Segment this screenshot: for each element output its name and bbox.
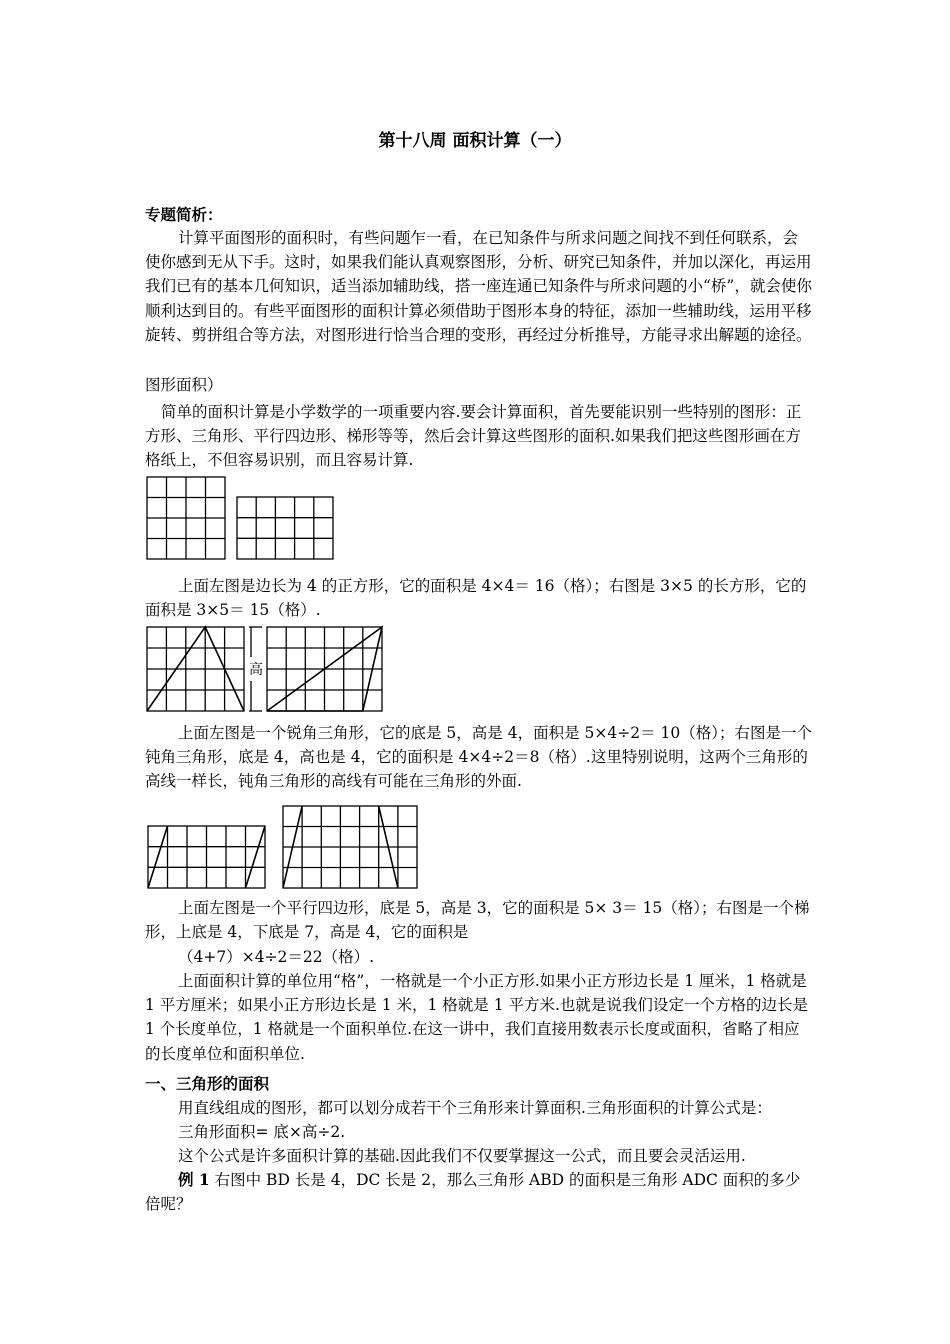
height-label: 高 [249,662,263,678]
figure1-caption: 上面左图是边长为 4 的正方形，它的面积是 4×4＝ 16（格）；右图是 3×5 的长方形，它的面积是 3×5＝ 15（格）. [145,577,807,620]
figure-square-rectangle [145,475,340,561]
parallelogram-left-edge [148,826,168,888]
figure-square-rectangle-svg [145,475,340,561]
section1-note: 这个公式是许多面积计算的基础.因此我们不仅要掌握这一公式，而且要会灵活运用. [178,1147,746,1165]
figure3-caption: 上面左图是一个平行四边形，底是 5，高是 3，它的面积是 5× 3＝ 15（格）；右图是一个梯形，上底是 4，下底是 7，高是 4，它的面积是 [145,899,810,942]
unit-paragraph: 上面面积计算的单位用“格”，一格就是一个小正方形.如果小正方形边长是 1 厘米，1 格就是 1 平方厘米；如果小正方形边长是 1 米，1 格就是 1 平方米.也就是说我们设定一个方格的边长是 1 个长度单位，1 格就是一个面积单位.在这一讲中，我们直接用数表示长度或面积，省略了相应的长度单位和面积单位. [145,972,808,1063]
figure-triangles [145,625,390,713]
figure-parallelogram-trapezoid [145,804,425,890]
parallelogram-right-edge [246,826,266,888]
figure2-caption: 上面左图是一个锐角三角形，它的底是 5，高是 4，面积是 5×4÷2＝ 10（格）；右图是一个钝角三角形，底是 4，高也是 4，它的面积是 4×4÷2＝8（格）.这里特别说明，这两个三角形的高线一样长，钝角三角形的高线有可能在三角形的外面. [145,724,812,791]
shape-area-label: 图形面积） [145,376,223,394]
rectangle-outline [237,497,333,559]
intro-heading: 专题简析： [145,206,223,224]
figure-parallelogram-trapezoid-svg [145,804,425,890]
example1-label: 例 1 [178,1170,210,1189]
section1-paragraph: 用直线组成的图形，都可以划分成若干个三角形来计算面积.三角形面积的计算公式是： [178,1099,772,1117]
intro-paragraph: 计算平面图形的面积时，有些问题乍一看，在已知条件与所求问题之间找不到任何联系，会使你感到无从下手。这时，如果我们能认真观察图形，分析、研究已知条件，并加以深化，再运用我们已有的基本几何知识，适当添加辅助线，搭一座连通已知条件与所求问题的小“桥”，就会使你顺利达到目的。有些平面图形的面积计算必须借助于图形本身的特征，添加一些辅助线，运用平移旋转、剪拼组合等方法，对图形进行恰当合理的变形，再经过分析推导，方能寻求出解题的途径。 [145,229,812,344]
figure-triangles-svg [145,625,390,713]
section1-heading: 一、三角形的面积 [145,1075,270,1093]
example1-text: 右图中 BD 长是 4，DC 长是 2，那么三角形 ABD 的面积是三角形 ADC 面积的多少倍呢？ [145,1171,801,1214]
figure3-formula: （4+7）×4÷2＝22（格）. [178,948,375,966]
shape-area-paragraph: 简单的面积计算是小学数学的一项重要内容.要会计算面积，首先要能识别一些特别的图形：正方形、三角形、平行四边形、梯形等等，然后会计算这些图形的面积.如果我们把这些图形画在方格纸上，不但容易识别，而且容易计算. [145,403,802,470]
example1-paragraph [145,1168,813,1216]
section1-formula: 三角形面积= 底×高÷2. [178,1123,346,1141]
page-title: 第十八周 面积计算（一） [378,131,572,151]
